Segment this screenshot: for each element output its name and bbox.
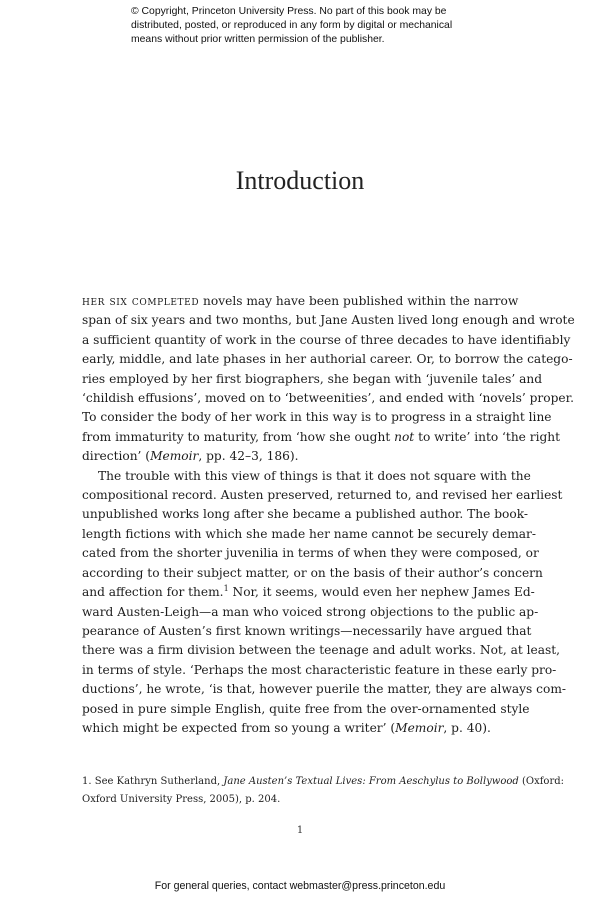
text-line: ductions’, he wrote, ‘is that, however puerile the matter, they are always com-: [82, 682, 566, 697]
text-span: , pp. 42–3, 186).: [198, 449, 299, 464]
emphasis: Memoir: [395, 720, 444, 735]
text-span: direction’ (: [82, 449, 151, 464]
emphasis: Memoir: [150, 449, 199, 464]
footnote-line: [82, 773, 565, 791]
copyright-line: distributed, posted, or reproduced in any form by digital or mechanical: [131, 20, 453, 31]
text-line: ward Austen-Leigh—a man who voiced strong objections to the public ap-: [82, 604, 539, 619]
page-number: 1: [296, 825, 304, 836]
text-line: there was a firm division between the teenage and adult works. Not, at least,: [82, 643, 561, 658]
emphasis: not: [394, 429, 415, 444]
text-line: [82, 447, 508, 466]
text-span: and affection for them.: [82, 585, 224, 600]
text-line: cated from the shorter juvenilia in terms of when they were composed, or: [82, 546, 539, 561]
paragraph-2: [82, 467, 566, 739]
text-line: early, middle, and late phases in her authorial career. Or, to borrow the catego-: [82, 352, 573, 367]
text-line: The trouble with this view of things is that it does not square with the: [98, 468, 531, 483]
copyright-line: © Copyright, Princeton University Press. No part of this book may be: [131, 6, 447, 17]
text-line: [82, 583, 535, 602]
text-line: [82, 428, 561, 447]
footnote-number: 1.: [82, 776, 95, 787]
text-line: compositional record. Austen preserved, returned to, and revised her earliest: [82, 488, 563, 503]
text-line: posed in pure simple English, quite free from the over-ornamented style: [82, 701, 530, 716]
text-span: (Oxford:: [518, 776, 565, 787]
text-span: See Kathryn Sutherland,: [94, 776, 224, 787]
text-line: ‘childish effusions’, moved on to ‘betweenities’, and ended with ‘novels’ proper.: [82, 391, 574, 406]
text-line: [82, 292, 519, 311]
footnote-line: Oxford University Press, 2005), p. 204.: [82, 794, 281, 805]
body-text: [82, 292, 575, 738]
lead-in-small-caps: her six completed: [82, 294, 200, 308]
footnote-reference[interactable]: 1: [223, 584, 229, 594]
text-line: in terms of style. ‘Perhaps the most characteristic feature in these early pro-: [82, 662, 557, 677]
copyright-line: means without prior written permission of the publisher.: [131, 34, 385, 45]
text-line: unpublished works long after she became a published author. The book-: [82, 507, 528, 522]
copyright-notice: [131, 5, 491, 47]
text-span: which might be expected from so young a writer’ (: [82, 720, 396, 735]
text-line: span of six years and two months, but Jane Austen lived long enough and wrote: [82, 313, 575, 328]
text-line: pearance of Austen’s first known writings—necessarily have argued that: [82, 623, 532, 638]
text-line: length fictions with which she made her name cannot be securely demar-: [82, 526, 536, 541]
text-span: Nor, it seems, would even her nephew James Ed-: [228, 585, 535, 600]
contact-footer: For general queries, contact webmaster@press.princeton.edu: [154, 880, 446, 892]
text-line: a sufficient quantity of work in the course of three decades to have identifiably: [82, 332, 571, 347]
text-span: to write’ into ‘the right: [414, 429, 561, 444]
text-span: from immaturity to maturity, from ‘how she ought: [82, 429, 395, 444]
text-line: To consider the body of her work in this way is to progress in a straight line: [82, 410, 552, 425]
text-line: ries employed by her first biographers, she began with ‘juvenile tales’ and: [82, 371, 543, 386]
chapter-title: Introduction: [235, 166, 365, 195]
footnote-book-title: Jane Austen’s Textual Lives: From Aeschylus to Bollywood: [223, 776, 519, 787]
text-line: according to their subject matter, or on the basis of their author’s concern: [82, 565, 543, 580]
text-span: novels may have been published within the narrow: [199, 294, 519, 308]
text-span: , p. 40).: [443, 720, 491, 735]
footnote: [82, 773, 565, 809]
text-line: [82, 719, 508, 738]
paragraph-1: [82, 292, 575, 467]
